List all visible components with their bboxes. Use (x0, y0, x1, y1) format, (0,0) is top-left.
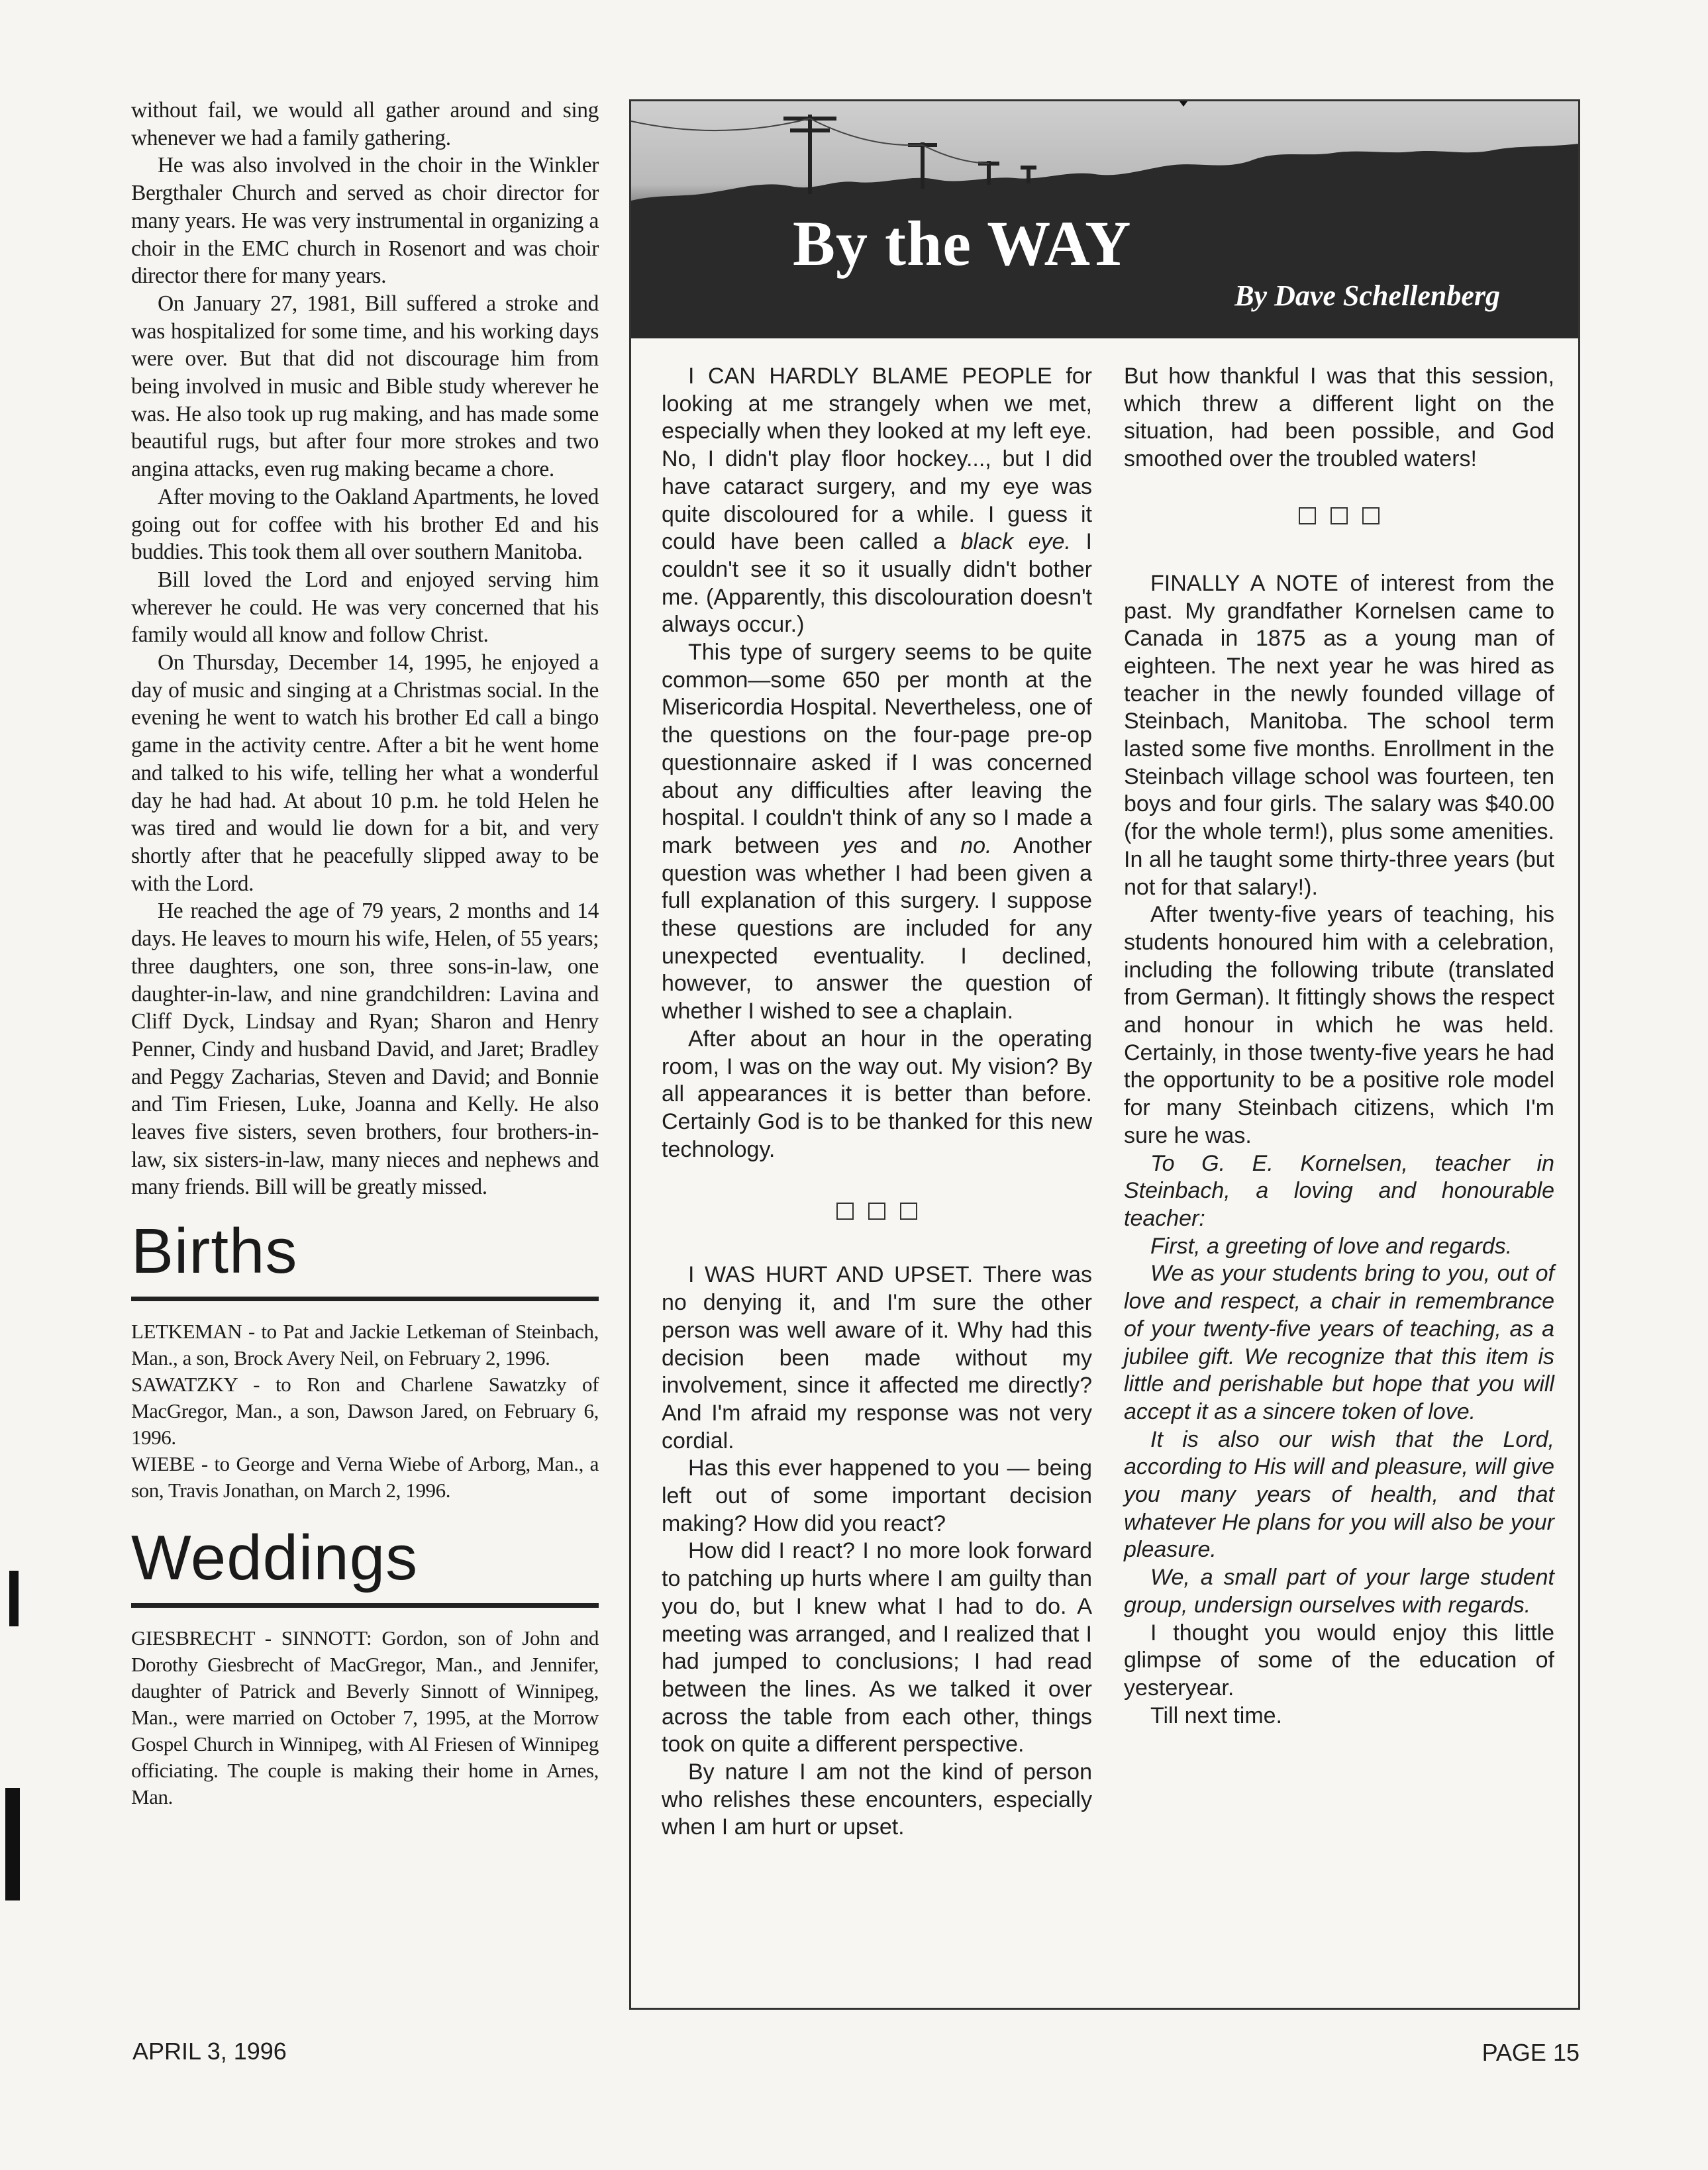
births-heading: Births (131, 1216, 298, 1287)
page-number: PAGE 15 (1482, 2039, 1580, 2066)
separator-box (836, 1203, 854, 1220)
article-paragraph: I WAS HURT AND UPSET. There was no denying it, and I'm sure the other person was well aware of it. Why had this decision been made without my involvement, since it affected me directly? And I'm afraid my response was not very cordial. (662, 1262, 1092, 1454)
article-paragraph: But how thankful I was that this session, which threw a different light on the situation, had been possible, and God smoothed over the troubled waters! (1124, 364, 1554, 472)
column-byline: By Dave Schellenberg (1234, 279, 1500, 312)
obituary-paragraph: Bill loved the Lord and enjoyed serving him wherever he could. He was very concerned that his family would all know and follow Christ. (131, 567, 599, 648)
separator-box (900, 1203, 917, 1220)
article-paragraph: FINALLY A NOTE of interest from the past. My grandfather Kornelsen came to Canada in 1875 as a young man of eighteen. The next year he was hired as teacher in the newly founded village of Steinbach, Manitoba. The school term lasted some five months. Enrollment in the Steinbach village school was fourteen, ten boys and four girls. The salary was $40.00 (for the whole term!), plus some amenities. In all he taught some thirty-three years (but not for that salary!). (1124, 570, 1554, 900)
article-italic-text: no. (960, 832, 992, 858)
birth-notice: LETKEMAN - to Pat and Jackie Letkeman of Steinbach, Man., a son, Brock Avery Neil, on February 2, 1996. (131, 1320, 599, 1370)
scan-edge-mark (5, 1788, 20, 1900)
column-banner (631, 101, 1578, 338)
separator-box (868, 1203, 885, 1220)
article-paragraph (662, 363, 1092, 639)
article-text: Another question was whether I had been given a full explanation of this surgery. I suppose these questions are included for any unexpected eventuality. I declined, however, to answer the question of whether I wished to see a chaplain. (662, 832, 1092, 1024)
obituary-paragraph: He was also involved in the choir in the Winkler Bergthaler Church and served as choir director for many years. He was very instrumental in organizing a choir in the EMC church in Rosenort and was choir director there for many years. (131, 153, 599, 289)
tribute-paragraph: We, a small part of your large student group, undersign ourselves with regards. (1124, 1565, 1554, 1618)
wedding-notice: GIESBRECHT - SINNOTT: Gordon, son of John and Dorothy Giesbrecht of MacGregor, Man., and Jennifer, daughter of Patrick and Beverly Sinnott of Winnipeg, Man., were married on October 7, 1995, at the Morrow Gospel Church in Winnipeg, with Al Friesen of Winnipeg officiating. The couple is making their home in Arnes, Man. (131, 1626, 599, 1809)
tribute-paragraph: First, a greeting of love and regards. (1150, 1233, 1513, 1259)
tribute-paragraph: To G. E. Kornelsen, teacher in Steinbach, a loving and honourable teacher: (1124, 1150, 1554, 1231)
section-separator (1124, 501, 1554, 530)
tribute-paragraph: We as your students bring to you, out of love and respect, a chair in remembrance of your twenty-five years of teaching, as a jubilee gift. We recognize that this item is little and perishable but hope that you will accept it as a sincere token of love. (1124, 1261, 1554, 1424)
separator-box (1362, 507, 1380, 524)
scan-edge-mark (9, 1571, 19, 1626)
article-italic-text: yes (842, 832, 878, 858)
obituary-text (131, 97, 599, 1201)
obituary-paragraph: After moving to the Oakland Apartments, he loved going out for coffee with his brother Ed and his buddies. This took them all over southern Manitoba. (131, 484, 599, 565)
article-paragraph: After about an hour in the operating room, I was on the way out. My vision? By all appearances it is better than before. Certainly God is to be thanked for this new technology. (662, 1026, 1092, 1162)
left-column (131, 97, 599, 1810)
separator-box (1331, 507, 1348, 524)
obituary-paragraph: On Thursday, December 14, 1995, he enjoyed a day of music and singing at a Christmas social. In the evening he went to watch his brother Ed call a bingo game in the activity centre. After a bit he went home and talked to his wife, telling her what a wonderful day he had had. At about 10 p.m. he told Helen he was tired and would lie down for a bit, and very shortly after that he peacefully slipped away to be with the Lord. (131, 650, 599, 896)
article-paragraph: How did I react? I no more look forward to patching up hurts where I am guilty than you do, but I knew what I had to do. A meeting was arranged, and I realized that I had jumped to conclusions; I had read between the lines. As we talked it over across the table from each other, things took on quite a different perspective. (662, 1538, 1092, 1757)
article-text: and (877, 832, 961, 858)
article-column-right (1124, 363, 1554, 1730)
birth-notice: WIEBE - to George and Verna Wiebe of Arborg, Man., a son, Travis Jonathan, on March 2, 1996. (131, 1452, 599, 1503)
article-paragraph: Has this ever happened to you — being left out of some important decision making? How did you react? (662, 1455, 1092, 1536)
article-paragraph: I thought you would enjoy this little glimpse of some of the education of yesteryear. (1124, 1620, 1554, 1701)
obituary-paragraph: without fail, we would all gather around and sing whenever we had a family gathering. (131, 98, 599, 150)
article-text: I CAN HARDLY BLAME PEOPLE for looking at me strangely when we met, especially when they looked at my left eye. No, I didn't play floor hockey..., but I did have cataract surgery, and my eye was quite discoloured for a while. I guess it could have been called a (662, 364, 1092, 555)
obituary-paragraph: He reached the age of 79 years, 2 months and 14 days. He leaves to mourn his wife, Helen, of 55 years; three daughters, one son, three sons-in-law, one daughter-in-law, and nine grandchildren: Lavina and Cliff Dyck, Lindsay and Ryan; Sharon and Henry Penner, Cindy and husband David, and Jaret; Bradley and Peggy Zacharias, Steven and David; and Bonnie and Tim Friesen, Luke, Joanna and Kelly. He also leaves five sisters, seven brothers, four brothers-in-law, six sisters-in-law, many nieces and nephews and many friends. Bill will be greatly missed. (131, 899, 599, 1200)
birth-notice: SAWATZKY - to Ron and Charlene Sawatzky of MacGregor, Man., a son, Dawson Jared, on February 6, 1996. (131, 1373, 599, 1450)
article-text: I couldn't see it so it usually didn't bother me. (Apparently, this discolouration doesn't always occur.) (662, 529, 1092, 638)
article-column-left (662, 363, 1092, 1842)
tribute-paragraph: It is also our wish that the Lord, according to His will and pleasure, will give you many years of health, and that whatever He plans for you will also be your pleasure. (1124, 1426, 1554, 1563)
separator-box (1299, 507, 1316, 524)
weddings-rule (131, 1603, 599, 1608)
article-paragraph: After twenty-five years of teaching, his students honoured him with a celebration, including the following tribute (translated from German). It fittingly shows the respect and honour in which he was held. Certainly, in those twenty-five years he had the opportunity to be a positive role model for many Steinbach citizens, which I'm sure he was. (1124, 902, 1554, 1148)
section-separator (662, 1197, 1092, 1226)
article-italic-text: black eye. (960, 529, 1071, 555)
births-rule (131, 1297, 599, 1301)
article-paragraph: Till next time. (1150, 1702, 1283, 1728)
article-paragraph (662, 639, 1092, 1026)
column-title: By the WAY (793, 208, 1132, 279)
issue-date: APRIL 3, 1996 (132, 2038, 287, 2065)
weddings-heading: Weddings (131, 1522, 419, 1594)
article-paragraph: By nature I am not the kind of person who relishes these encounters, especially when I am hurt or upset. (662, 1759, 1092, 1840)
article-text: This type of surgery seems to be quite common—some 650 per month at the Misericordia Hospital. Nevertheless, one of the questions on the four-page pre-op questionnaire asked if I was concerned about any difficulties after leaving the hospital. I couldn't think of any so I made a mark between (662, 640, 1092, 858)
by-the-way-column-box (629, 99, 1580, 2010)
obituary-paragraph: On January 27, 1981, Bill suffered a stroke and was hospitalized for some time, and his working days were over. But that did not discourage him from being involved in music and Bible study wherever he was. He also took up rug making, and has made some beautiful rugs, but after four more strokes and two angina attacks, even rug making became a chore. (131, 291, 599, 482)
